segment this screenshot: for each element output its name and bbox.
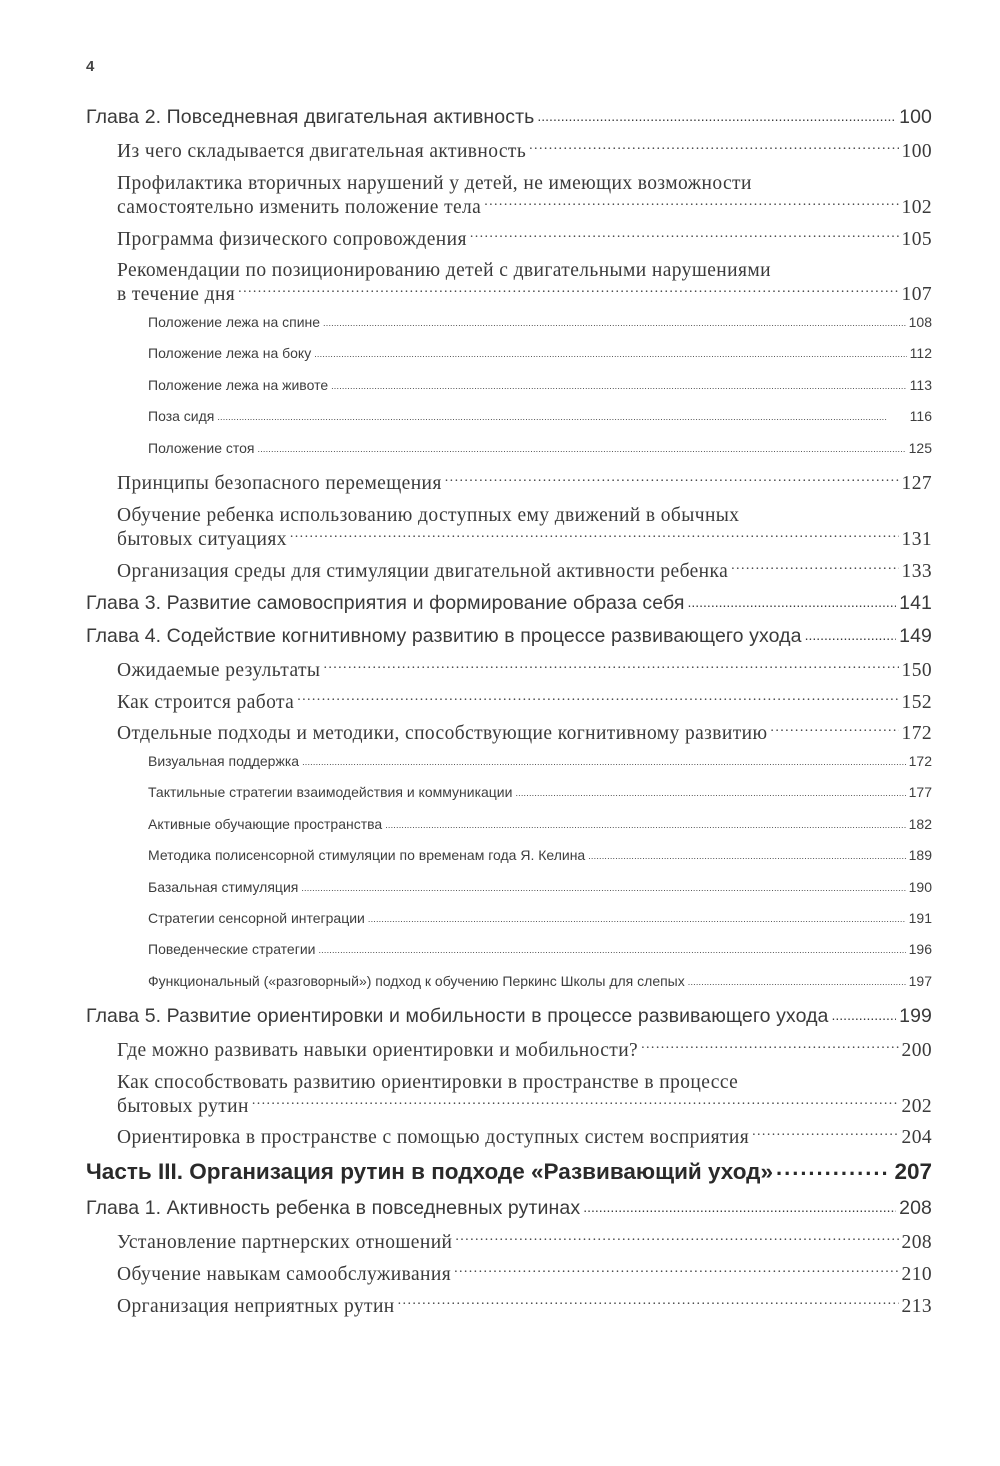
toc-entry <box>86 592 932 615</box>
toc-entry-title: Поведенческие стратегии <box>148 941 316 957</box>
toc-entry-title-line: Как способствовать развитию ориентировки в пространстве в процессе <box>117 1072 739 1093</box>
toc-entry-title: бытовых ситуациях <box>117 529 287 550</box>
toc-page-number: 107 <box>901 284 932 305</box>
toc-entry <box>86 625 932 648</box>
toc-entry-title-line: Рекомендации по позиционированию детей с двигательными нарушениями <box>117 260 771 281</box>
dot-leader <box>454 1266 898 1280</box>
toc-entry <box>117 1125 932 1150</box>
dot-leader <box>302 757 906 766</box>
toc-entry-title: Ориентировка в пространстве с помощью доступных систем восприятия <box>117 1127 750 1148</box>
dot-leader <box>731 563 898 577</box>
toc-entry <box>148 910 932 926</box>
toc-entry <box>148 941 932 957</box>
toc-entry-title: Функциональный («разговорный») подход к обучению Перкинс Школы для слепых <box>148 973 685 989</box>
toc-page-number: 208 <box>899 1197 932 1219</box>
toc-entry <box>148 973 932 989</box>
toc-page-number: 207 <box>894 1159 932 1184</box>
dot-leader <box>318 945 905 954</box>
dot-leader <box>331 381 907 390</box>
toc-entry-title: Визуальная поддержка <box>148 753 300 769</box>
toc-entry-title: Методика полисенсорной стимуляции по временам года Я. Келина <box>148 847 586 863</box>
toc-page-number: 189 <box>908 847 932 863</box>
toc-entry-title: Ожидаемые результаты <box>117 660 321 681</box>
dot-leader <box>301 883 905 892</box>
dot-leader <box>484 199 898 213</box>
toc-page-number: 172 <box>908 753 932 769</box>
dot-leader <box>385 820 905 829</box>
toc-entry <box>117 1038 932 1063</box>
toc-page-number: 172 <box>901 723 932 744</box>
dot-leader <box>805 628 897 642</box>
toc-page-number: 191 <box>908 910 932 926</box>
toc-entry-title: Положение лежа на животе <box>148 377 329 393</box>
toc-page-number: 125 <box>908 440 932 456</box>
toc-entry <box>117 227 932 252</box>
toc-page-number: 177 <box>908 784 932 800</box>
toc-entry-title: Глава 1. Активность ребенка в повседневных рутинах <box>86 1197 581 1219</box>
toc-entry <box>148 816 932 832</box>
dot-leader <box>445 475 899 489</box>
toc-entry-title: Глава 2. Повседневная двигательная активность <box>86 106 535 128</box>
dot-leader <box>368 914 906 923</box>
toc-page-number: 149 <box>899 625 932 647</box>
dot-leader <box>398 1298 899 1312</box>
dot-leader <box>529 143 898 157</box>
dot-leader <box>252 1098 899 1112</box>
toc-entry <box>117 258 932 307</box>
toc-entry <box>148 314 932 330</box>
toc-entry-title: Положение стоя <box>148 440 255 456</box>
toc-entry-title: самостоятельно изменить положение тела <box>117 197 482 218</box>
toc-page-number: 200 <box>901 1040 932 1061</box>
toc-page-number: 127 <box>901 473 932 494</box>
toc-entry-title: Принципы безопасного перемещения <box>117 473 442 494</box>
toc-entry-title: Тактильные стратегии взаимодействия и коммуникации <box>148 784 513 800</box>
toc-page-number: 141 <box>899 592 932 614</box>
toc-entry <box>117 690 932 715</box>
toc-entry <box>148 345 932 361</box>
toc-page-number: 202 <box>901 1096 932 1117</box>
toc-page-number: 133 <box>901 561 932 582</box>
dot-leader <box>323 662 898 676</box>
dot-leader <box>832 1008 897 1022</box>
toc-page-number: 197 <box>908 973 932 989</box>
toc-entry-title-line: Профилактика вторичных нарушений у детей, не имеющих возможности <box>117 173 752 194</box>
toc-entry-title: Организация среды для стимуляции двигательной активности ребенка <box>117 561 729 582</box>
toc-page-number: 116 <box>909 408 932 424</box>
dot-leader <box>314 349 906 358</box>
dot-leader <box>297 694 898 708</box>
toc-entry <box>86 106 932 129</box>
toc-entry-title: Стратегии сенсорной интеграции <box>148 910 365 926</box>
toc-entry <box>148 440 932 456</box>
toc-entry-title: Отдельные подходы и методики, способствующие когнитивному развитию <box>117 723 768 744</box>
toc-entry-title: Поза сидя <box>148 408 215 424</box>
toc-entry <box>148 377 932 393</box>
toc-entry-title: бытовых рутин <box>117 1096 249 1117</box>
toc-entry <box>117 1070 932 1119</box>
toc-entry <box>148 784 932 800</box>
toc-page-number: 213 <box>901 1296 932 1317</box>
toc-entry <box>117 1230 932 1255</box>
toc-entry <box>86 1197 932 1220</box>
toc-page-number: 208 <box>901 1232 932 1253</box>
toc-page-number: 152 <box>901 692 932 713</box>
toc-entry-title-line: Обучение ребенка использованию доступных ему движений в обычных <box>117 505 740 526</box>
toc-entry <box>117 1294 932 1319</box>
toc-entry-title: Из чего складывается двигательная активность <box>117 141 527 162</box>
dot-leader <box>641 1042 898 1056</box>
toc-entry-title: Положение лежа на боку <box>148 345 312 361</box>
toc-entry-title: Базальная стимуляция <box>148 879 299 895</box>
toc-entry <box>117 658 932 683</box>
toc-page-number: 108 <box>908 314 932 330</box>
dot-leader <box>238 286 898 300</box>
dot-leader <box>752 1129 898 1143</box>
toc-entry-title: Где можно развивать навыки ориентировки и мобильности? <box>117 1040 639 1061</box>
toc-page-number: 102 <box>901 197 932 218</box>
toc-page-number: 100 <box>899 106 932 128</box>
dot-leader <box>583 1200 896 1214</box>
dot-leader <box>455 1234 898 1248</box>
toc-page-number: 100 <box>901 141 932 162</box>
toc-entry <box>148 753 932 769</box>
toc-page-number: 150 <box>901 660 932 681</box>
dot-leader <box>770 725 898 739</box>
toc-page-number: 112 <box>909 345 932 361</box>
dot-leader <box>588 851 905 860</box>
toc-page-number: 196 <box>908 941 932 957</box>
toc-page-number: 199 <box>899 1005 932 1027</box>
toc-entry <box>117 471 932 496</box>
toc-entry-title: Установление партнерских отношений <box>117 1232 453 1253</box>
dot-leader <box>217 412 906 421</box>
toc-entry <box>117 503 932 552</box>
toc-entry-title: Активные обучающие пространства <box>148 816 383 832</box>
toc-entry-title: Глава 5. Развитие ориентировки и мобильности в процессе развивающего ухода <box>86 1005 829 1027</box>
toc-entry-title: Как строится работа <box>117 692 295 713</box>
dot-leader <box>776 1157 891 1179</box>
toc-entry <box>117 721 932 746</box>
toc-entry-title: Положение лежа на спине <box>148 314 321 330</box>
toc-page-number: 190 <box>908 879 932 895</box>
toc-entry-title: Глава 3. Развитие самовосприятия и формирование образа себя <box>86 592 685 614</box>
dot-leader <box>258 444 906 453</box>
toc-page-number: 131 <box>901 529 932 550</box>
dot-leader <box>290 531 899 545</box>
toc-entry-title: Глава 4. Содействие когнитивному развитию в процессе развивающего ухода <box>86 625 802 647</box>
dot-leader <box>515 788 905 797</box>
toc-page-number: 204 <box>901 1127 932 1148</box>
toc-entry-title: Организация неприятных рутин <box>117 1296 395 1317</box>
toc-part-entry <box>86 1157 932 1185</box>
toc-entry-title: в течение дня <box>117 284 236 305</box>
dot-leader <box>470 231 899 245</box>
dot-leader <box>537 109 896 123</box>
toc-page-number: 182 <box>908 816 932 832</box>
toc-entry-title: Часть III. Организация рутин в подходе «Развивающий уход» <box>86 1159 773 1184</box>
toc-page-number: 210 <box>901 1264 932 1285</box>
dot-leader <box>687 595 896 609</box>
toc-page-number: 113 <box>909 377 932 393</box>
toc-entry <box>148 847 932 863</box>
dot-leader <box>688 977 906 986</box>
toc-entry <box>148 408 932 424</box>
toc-page-number: 105 <box>901 229 932 250</box>
dot-leader <box>323 318 906 327</box>
toc-entry <box>117 1262 932 1287</box>
toc-entry-title: Программа физического сопровождения <box>117 229 467 250</box>
page-number: 4 <box>86 58 95 75</box>
toc-entry-title: Обучение навыкам самообслуживания <box>117 1264 452 1285</box>
toc-entry <box>117 139 932 164</box>
toc-entry <box>148 879 932 895</box>
toc-entry <box>117 559 932 584</box>
toc-entry <box>117 171 932 220</box>
toc-entry <box>86 1005 932 1028</box>
